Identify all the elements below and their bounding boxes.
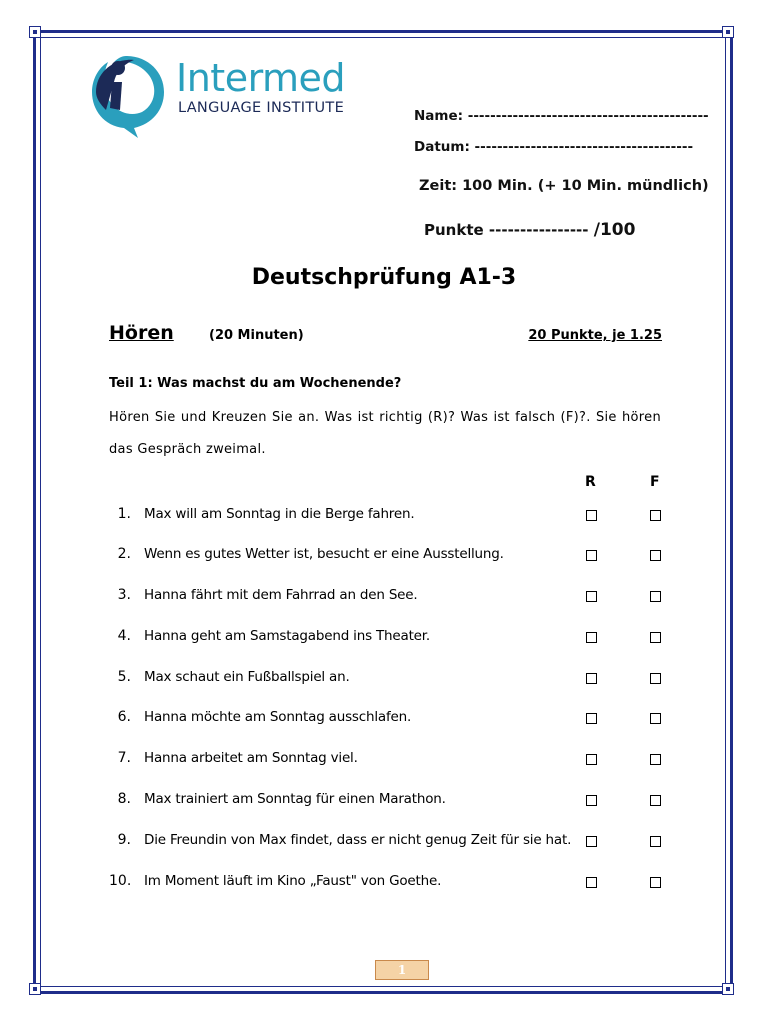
checkbox-falsch[interactable] — [650, 713, 661, 724]
part-instructions: Hören Sie und Kreuzen Sie an. Was ist richtig (R)? Was ist falsch (F)?. Sie hören das Gespräch zweimal. — [109, 410, 661, 457]
border-corner — [29, 26, 41, 38]
name-field: Name: ------------------------------------------- — [414, 108, 709, 124]
question-row — [109, 587, 669, 609]
border-corner — [722, 26, 734, 38]
points-label: Punkte ---------------- — [424, 221, 589, 239]
checkbox-falsch[interactable] — [650, 754, 661, 765]
border-corner — [29, 983, 41, 995]
institute-logo — [86, 48, 356, 140]
checkbox-falsch[interactable] — [650, 632, 661, 643]
question-number: 8. — [117, 791, 131, 807]
section-title: Hören — [109, 322, 174, 344]
checkbox-richtig[interactable] — [586, 550, 597, 561]
question-text: Hanna arbeitet am Sonntag viel. — [144, 750, 358, 766]
section-duration: (20 Minuten) — [209, 328, 304, 343]
checkbox-richtig[interactable] — [586, 877, 597, 888]
logo-name: Intermed — [176, 56, 346, 100]
question-number: 9. — [117, 832, 131, 848]
question-row — [109, 628, 669, 650]
logo-mark-icon — [86, 48, 170, 138]
question-number: 2. — [117, 546, 131, 562]
checkbox-richtig[interactable] — [586, 673, 597, 684]
section-points: 20 Punkte, je 1.25 — [528, 328, 662, 343]
question-text: Max will am Sonntag in die Berge fahren. — [144, 506, 415, 522]
question-text: Max trainiert am Sonntag für einen Marathon. — [144, 791, 446, 807]
question-number: 3. — [117, 587, 131, 603]
question-row — [109, 546, 669, 568]
question-row — [109, 506, 669, 528]
question-text: Hanna möchte am Sonntag ausschlafen. — [144, 709, 412, 725]
question-row — [109, 750, 669, 772]
question-text: Die Freundin von Max findet, dass er nicht genug Zeit für sie hat. — [144, 832, 572, 848]
checkbox-falsch[interactable] — [650, 510, 661, 521]
question-text: Im Moment läuft im Kino „Faust" von Goethe. — [144, 873, 442, 889]
checkbox-falsch[interactable] — [650, 591, 661, 602]
question-row — [109, 709, 669, 731]
question-number: 6. — [117, 709, 131, 725]
question-text: Hanna fährt mit dem Fahrrad an den See. — [144, 587, 418, 603]
exam-title: Deutschprüfung A1-3 — [251, 265, 517, 290]
checkbox-falsch[interactable] — [650, 550, 661, 561]
date-field: Datum: --------------------------------------- — [414, 139, 694, 155]
question-number: 4. — [117, 628, 131, 644]
checkbox-richtig[interactable] — [586, 713, 597, 724]
question-row — [109, 791, 669, 813]
checkbox-richtig[interactable] — [586, 836, 597, 847]
checkbox-richtig[interactable] — [586, 510, 597, 521]
column-header-richtig: R — [585, 474, 596, 490]
checkbox-richtig[interactable] — [586, 754, 597, 765]
question-row — [109, 669, 669, 691]
question-text: Wenn es gutes Wetter ist, besucht er eine Ausstellung. — [144, 546, 504, 562]
question-text: Hanna geht am Samstagabend ins Theater. — [144, 628, 430, 644]
question-number: 7. — [117, 750, 131, 766]
checkbox-richtig[interactable] — [586, 591, 597, 602]
points-total: /100 — [593, 220, 636, 240]
column-header-falsch: F — [650, 474, 660, 490]
part-title: Teil 1: Was machst du am Wochenende? — [109, 376, 402, 391]
checkbox-falsch[interactable] — [650, 795, 661, 806]
question-text: Max schaut ein Fußballspiel an. — [144, 669, 350, 685]
question-row — [109, 832, 669, 854]
logo-subtitle: LANGUAGE INSTITUTE — [178, 100, 345, 116]
time-info: Zeit: 100 Min. (+ 10 Min. mündlich) — [419, 178, 709, 194]
checkbox-falsch[interactable] — [650, 673, 661, 684]
question-number: 10. — [109, 873, 132, 889]
question-number: 5. — [117, 669, 131, 685]
question-number: 1. — [117, 506, 131, 522]
page-number: 1 — [375, 960, 429, 980]
checkbox-richtig[interactable] — [586, 795, 597, 806]
checkbox-richtig[interactable] — [586, 632, 597, 643]
checkbox-falsch[interactable] — [650, 836, 661, 847]
border-corner — [722, 983, 734, 995]
checkbox-falsch[interactable] — [650, 877, 661, 888]
points-field — [424, 220, 635, 240]
question-row — [109, 873, 669, 895]
